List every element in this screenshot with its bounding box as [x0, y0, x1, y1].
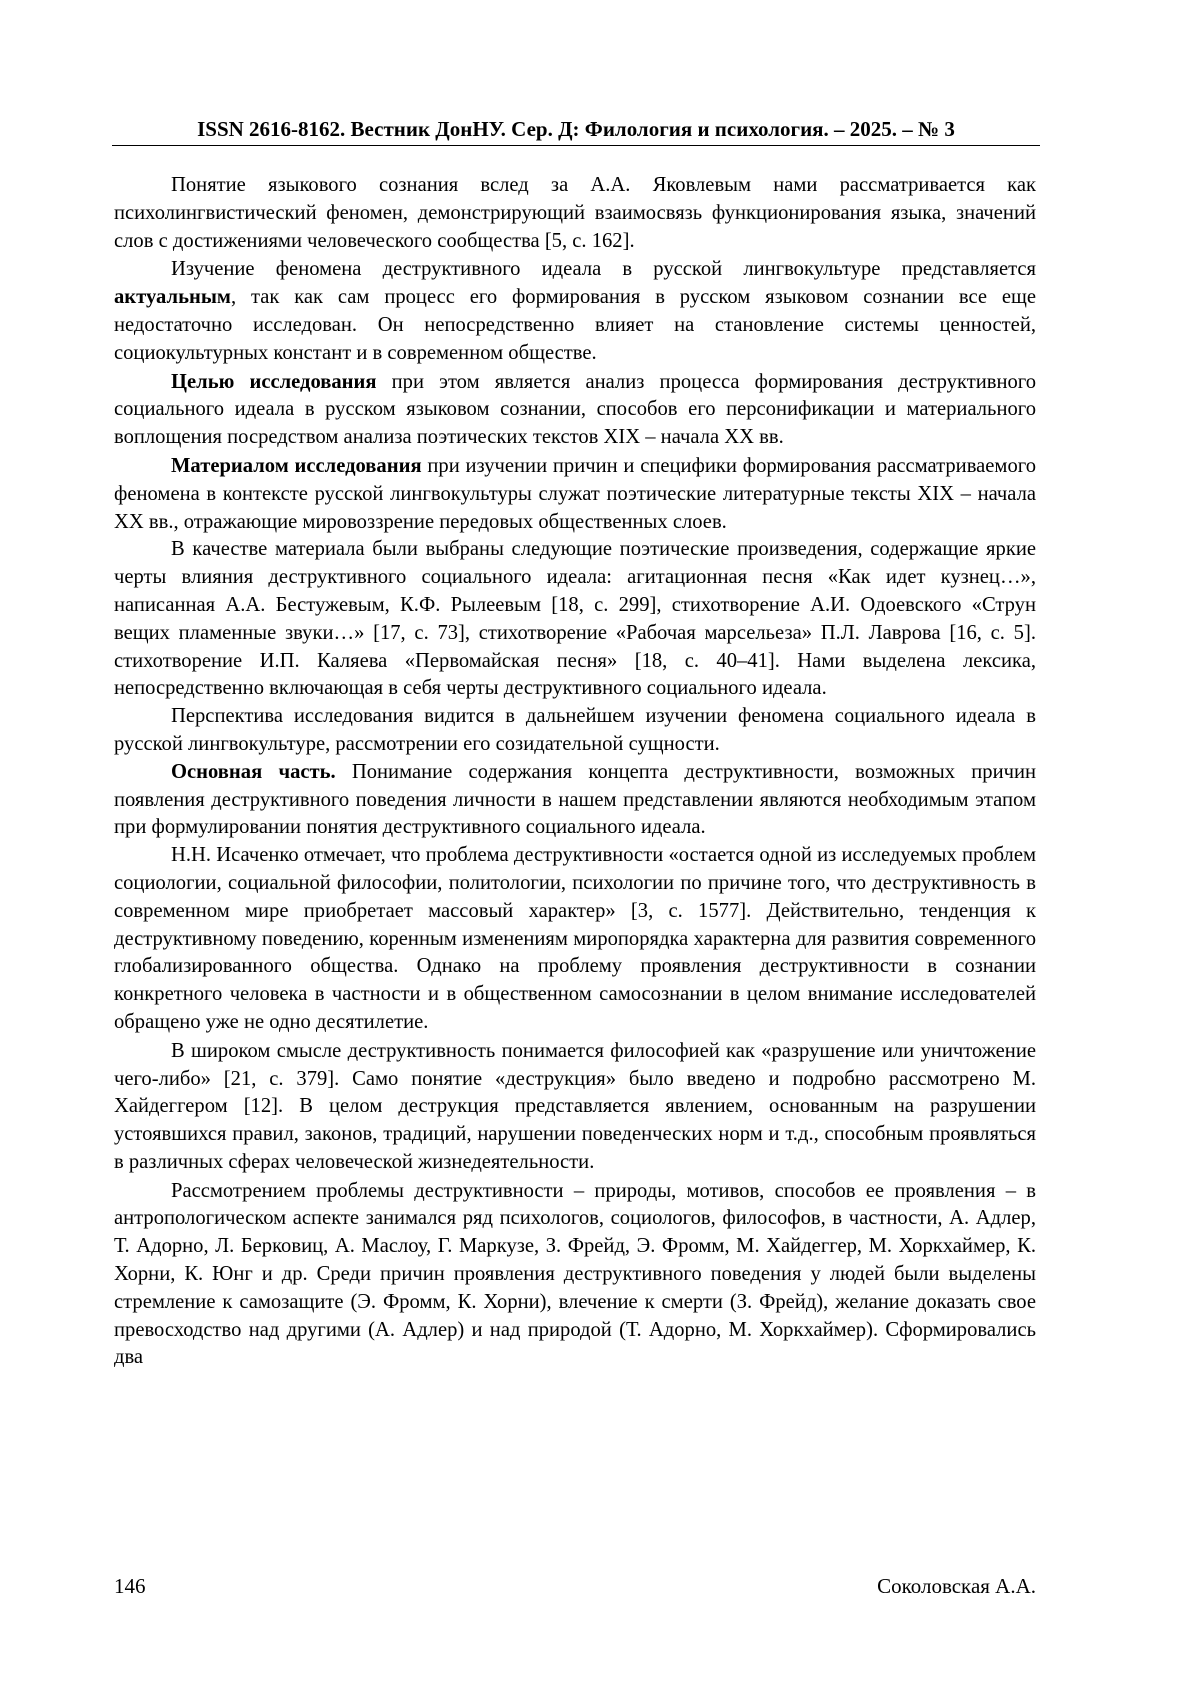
paragraph-text: при этом является анализ процесса формирования деструктивного социального идеала в русском языковом сознании, способов его персонификации и материального воплощения посредством анализа поэтических текстов XIX – начала XX вв.	[114, 370, 1036, 449]
paragraph-research-goal	[114, 369, 1036, 452]
paragraph-perspective	[114, 703, 1036, 759]
paragraph-bold-term: Материалом исследования	[171, 454, 422, 477]
paragraph-selected-works	[114, 536, 1036, 703]
paragraph-text: , так как сам процесс его формирования в русском языковом сознании все еще недостаточно исследован. Он непосредственно влияет на становление системы ценностей, социокультурных констант и в современном обществе.	[114, 286, 1036, 364]
paragraph-bold-term: Основная часть.	[171, 760, 336, 783]
paragraph-language-consciousness	[114, 172, 1036, 255]
footer-author: Соколовская А.А.	[877, 1574, 1036, 1598]
running-header: ISSN 2616-8162. Вестник ДонНУ. Сер. Д: Филология и психология. – 2025. – № 3	[112, 116, 1040, 146]
paragraph-text: Понятие языкового сознания вслед за А.А. Яковлевым нами рассматривается как психолингвистический феномен, демонстрирующий взаимосвязь функционирования языка, значений слов с достижениями человеческого сообщества [5, с. 162].	[114, 174, 1036, 252]
paragraph-text-pre: Изучение феномена деструктивного идеала в русской лингвокультуре представляется	[171, 258, 1036, 281]
paragraph-text: В широком смысле деструктивность понимается философией как «разрушение или уничтожение чего-либо» [21, с. 379]. Само понятие «деструкция» было введено и подробно рассмотрено М. Хайдеггером [12]. В целом деструкция представляется явлением, основанным на разрушении устоявшихся правил, законов, традиций, нарушении поведенческих норм и т.д., способным проявляться в различных сферах человеческой жизнедеятельности.	[114, 1039, 1036, 1173]
paragraph-text: В качестве материала были выбраны следующие поэтические произведения, содержащие яркие черты влияния деструктивного социального идеала: агитационная песня «Как идет кузнец…», написанная А.А. Бестужевым, К.Ф. Рылеевым [18, с. 299], стихотворение А.И. Одоевского «Струн вещих пламенные звуки…» [17, с. 73], стихотворение «Рабочая марсельеза» П.Л. Лаврова [16, с. 5]. стихотворение И.П. Каляева «Первомайская песня» [18, с. 40–41]. Нами выделена лексика, непосредственно включающая в себя черты деструктивного социального идеала.	[114, 538, 1036, 700]
paragraph-research-material	[114, 453, 1036, 536]
article-body	[114, 172, 1036, 1372]
paragraph-text: при изучении причин и специфики формирования рассматриваемого феномена в контексте русской лингвокультуры служат поэтические литературные тексты XIX – начала XX вв., отражающие мировоззрение передовых общественных слоев.	[114, 454, 1036, 533]
paragraph-main-part	[114, 759, 1036, 842]
paragraph-relevance	[114, 256, 1036, 367]
page-number: 146	[114, 1574, 146, 1598]
paragraph-broad-sense	[114, 1038, 1036, 1177]
paragraph-text: Понимание содержания концепта деструктивности, возможных причин появления деструктивного поведения личности в нашем представлении являются необходимым этапом при формулировании понятия деструктивного социального идеала.	[114, 760, 1036, 839]
paragraph-text: Н.Н. Исаченко отмечает, что проблема деструктивности «остается одной из исследуемых проблем социологии, социальной философии, политологии, психологии по причине того, что деструктивность в современном мире приобретает массовый характер» [3, с. 1577]. Действительно, тенденция к деструктивному поведению, коренным изменениям миропорядка характерна для развития современного глобализированного общества. Однако на проблему проявления деструктивности в сознании конкретного человека в частности и в общественном самосознании в целом внимание исследователей обращено уже не одно десятилетие.	[114, 844, 1036, 1033]
paragraph-bold-term: Целью исследования	[171, 370, 377, 393]
paragraph-anthropological-aspect	[114, 1178, 1036, 1373]
paragraph-text: Рассмотрением проблемы деструктивности – природы, мотивов, способов ее проявления – в антропологическом аспекте занимался ряд психологов, социологов, философов, в частности, А. Адлер, Т. Адорно, Л. Берковиц, А. Маслоу, Г. Маркузе, З. Фрейд, Э. Фромм, М. Хайдеггер, М. Хоркхаймер, К. Хорни, К. Юнг и др. Среди причин проявления деструктивного поведения у людей были выделены стремление к самозащите (Э. Фромм, К. Хорни), влечение к смерти (З. Фрейд), желание доказать свое превосходство над другими (А. Адлер) и над природой (Т. Адорно, М. Хоркхаймер). Сформировались два	[114, 1179, 1036, 1369]
paragraph-isachenko	[114, 842, 1036, 1037]
paragraph-bold-term: актуальным	[114, 286, 231, 309]
paragraph-text: Перспектива исследования видится в дальнейшем изучении феномена социального идеала в русской лингвокультуре, рассмотрении его созидательной сущности.	[114, 705, 1036, 755]
